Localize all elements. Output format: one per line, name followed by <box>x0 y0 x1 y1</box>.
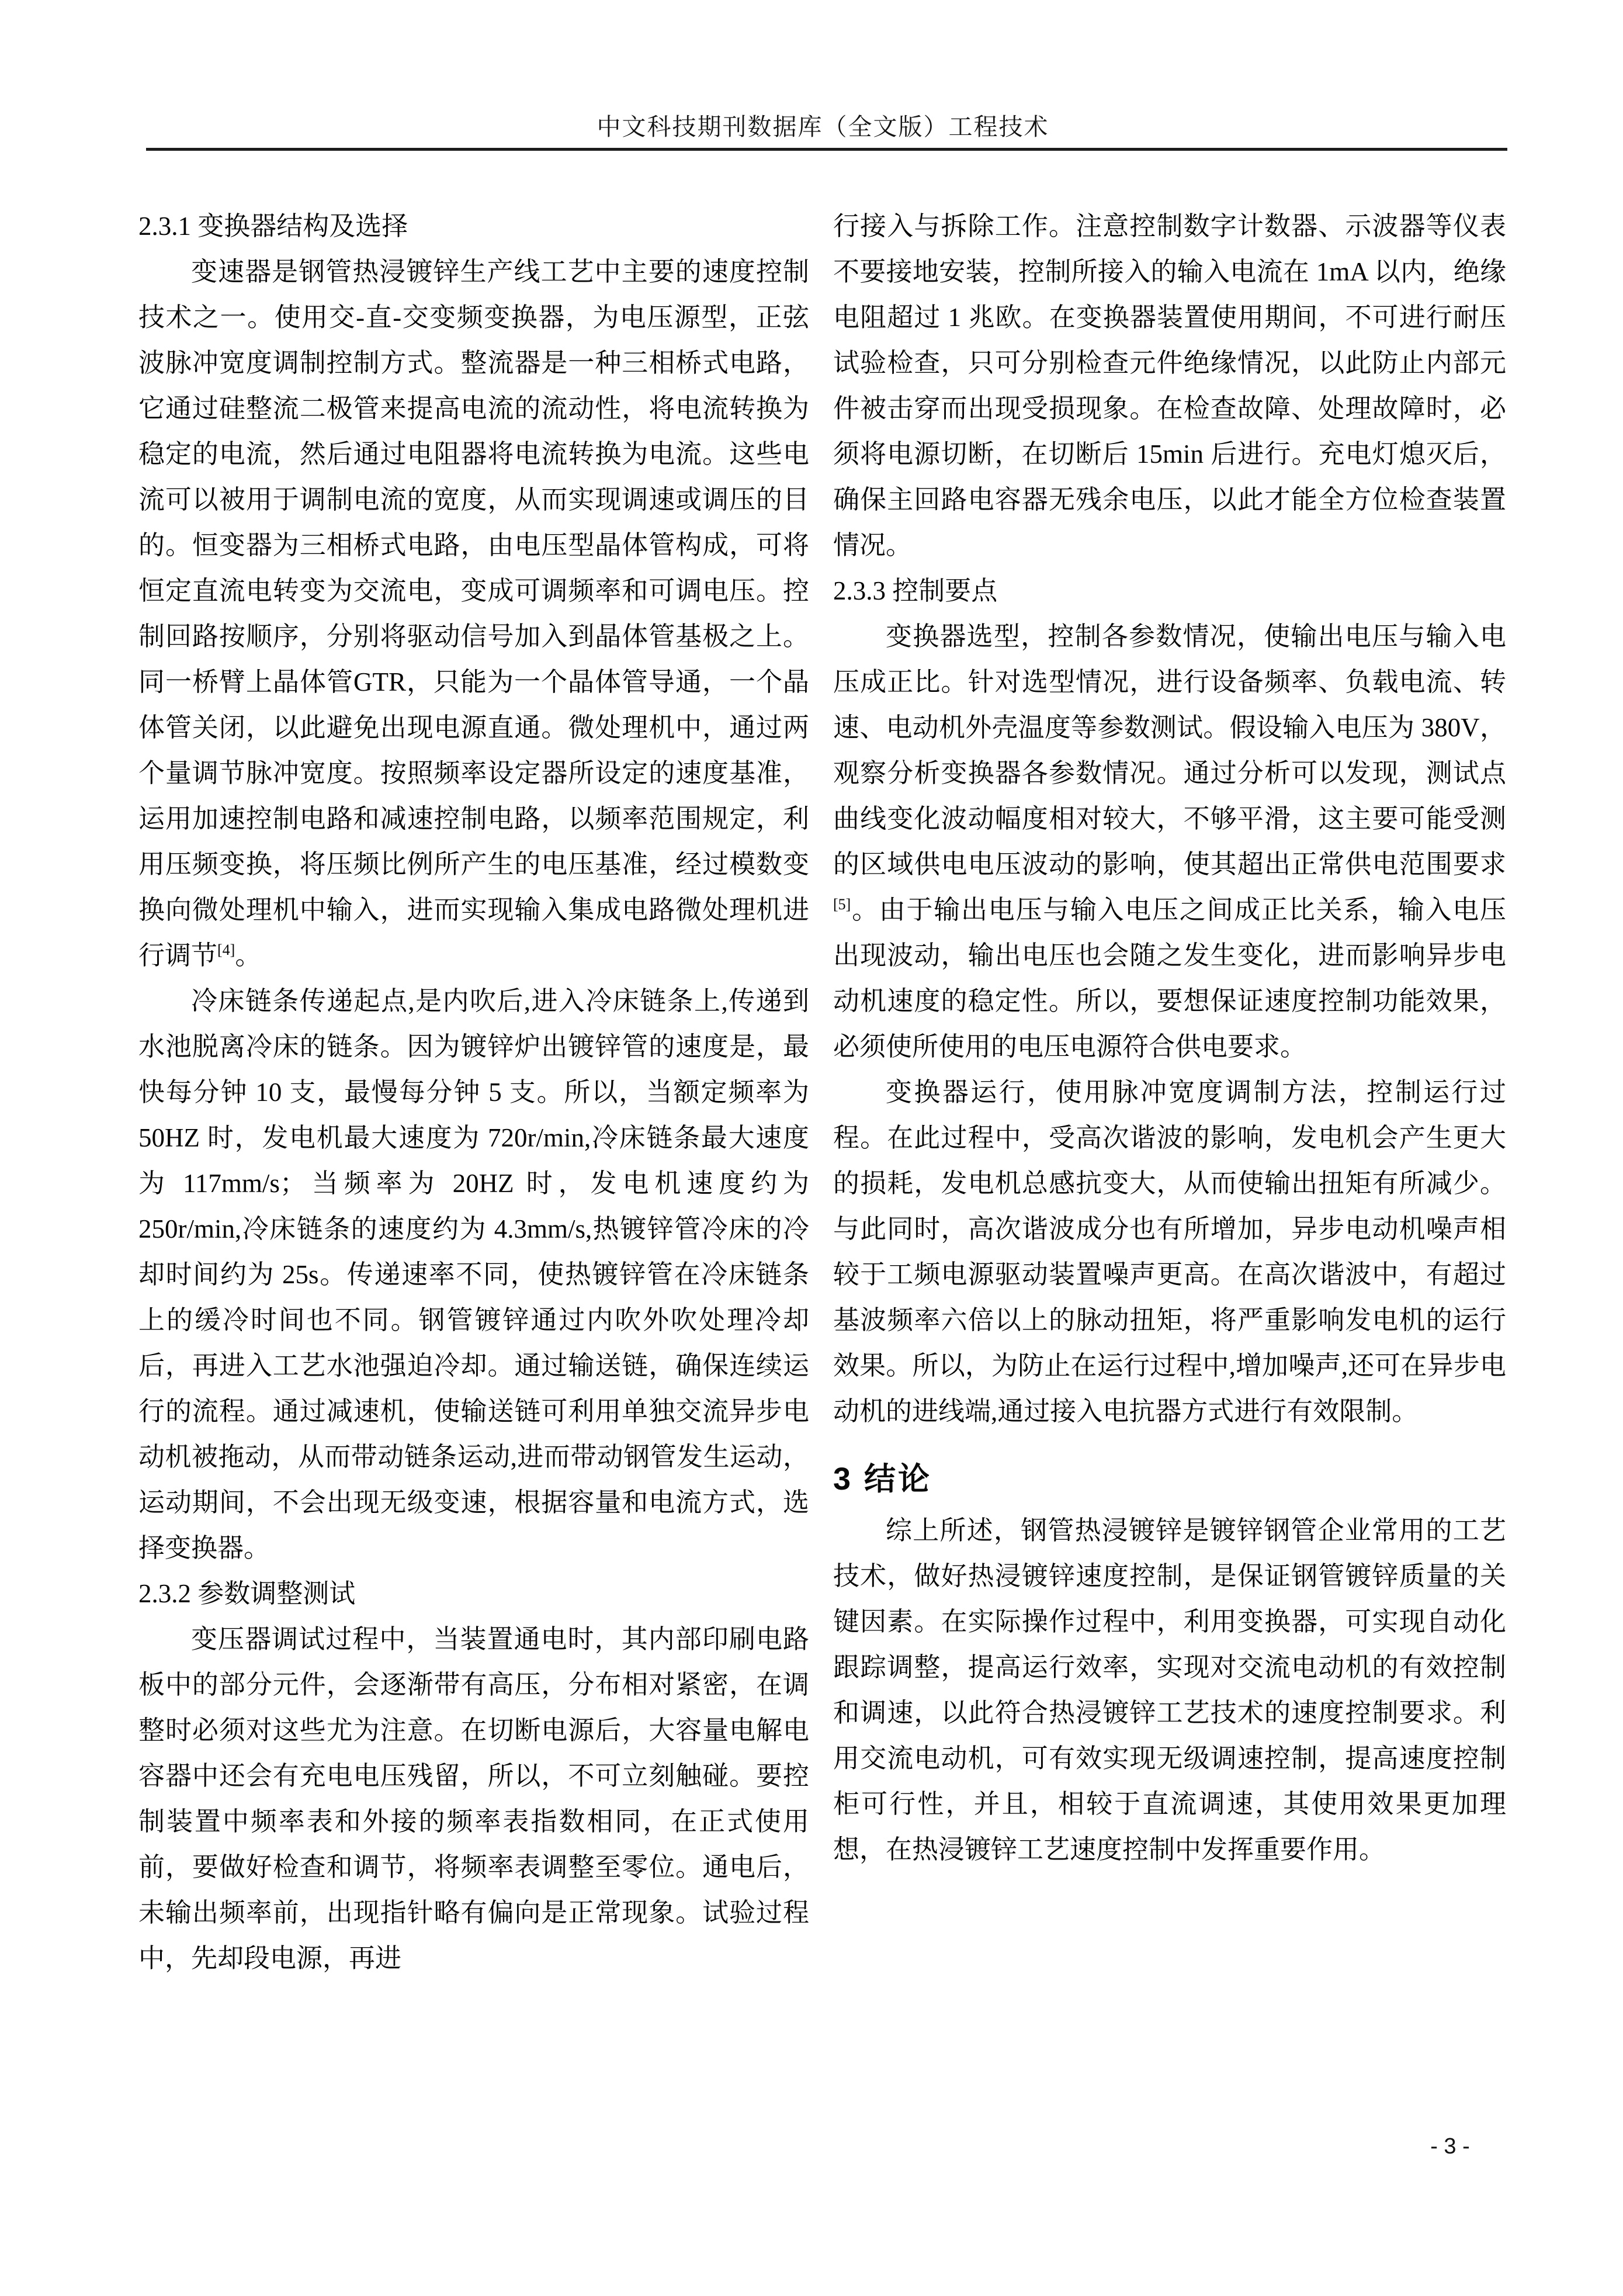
left-column <box>138 203 809 1981</box>
right-column <box>833 203 1506 1872</box>
paragraph-conclusion: 综上所述，钢管热浸镀锌是镀锌钢管企业常用的工艺技术，做好热浸镀锌速度控制，是保证钢管镀锌质量的关键因素。在实际操作过程中，利用变换器，可实现自动化跟踪调整，提高运行效率，实现对交流电动机的有效控制和调速，以此符合热浸镀锌工艺技术的速度控制要求。利用交流电动机，可有效实现无级调速控制，提高速度控制柜可行性，并且，相较于直流调速，其使用效果更加理想，在热浸镀锌工艺速度控制中发挥重要作用。 <box>833 1516 1506 1864</box>
header-divider-rule <box>146 148 1507 151</box>
paragraph-control-points-tail: 。由于输出电压与输入电压之间成正比关系，输入电压出现波动，输出电压也会随之发生变化，进而影响异步电动机速度的稳定性。所以，要想保证速度控制功能效果，必须使所使用的电压电源符合供电要求。 <box>833 895 1506 1061</box>
paragraph-parameter-adjustment: 变压器调试过程中，当装置通电时，其内部印刷电路板中的部分元件，会逐渐带有高压，分布相对紧密，在调整时必须对这些尤为注意。在切断电源后，大容量电解电容器中还会有充电电压残留，所以，不可立刻触碰。要控制装置中频率表和外接的频率表指数相同，在正式使用前，要做好检查和调节，将频率表调整至零位。通电后，未输出频率前，出现指针略有偏向是正常现象。试验过程中，先却段电源，再进 <box>138 1625 809 1973</box>
journal-header-title: 中文科技期刊数据库（全文版）工程技术 <box>597 113 1049 140</box>
citation-ref-4: [4] <box>217 941 235 958</box>
paragraph-converter-structure-tail: 。 <box>235 941 262 970</box>
heading-2-3-2: 2.3.2 参数调整测试 <box>138 1579 356 1608</box>
paragraph-converter-structure-text: 变速器是钢管热浸镀锌生产线工艺中主要的速度控制技术之一。使用交-直-交变频变换器，为电压源型，正弦波脉冲宽度调制控制方式。整流器是一种三相桥式电路，它通过硅整流二极管来提高电流的流动性，将电流转换为稳定的电流，然后通过电阻器将电流转换为电流。这些电流可以被用于调制电流的宽度，从而实现调速或调压的目的。恒变器为三相桥式电路，由电压型晶体管构成，可将恒定直流电转变为交流电，变成可调频率和可调电压。控制回路按顺序，分别将驱动信号加入到晶体管基极之上。同一桥臂上晶体管GTR，只能为一个晶体管导通，一个晶体管关闭，以此避免出现电源直通。微处理机中，通过两个量调节脉冲宽度。按照频率设定器所设定的速度基准，运用加速控制电路和减速控制电路，以频率范围规定，利用压频变换，将压频比例所产生的电压基准，经过模数变换向微处理机中输入，进而实现输入集成电路微处理机进行调节 <box>138 257 809 970</box>
paragraph-parameter-adjustment-continued: 行接入与拆除工作。注意控制数字计数器、示波器等仪表不要接地安装，控制所接入的输入电流在 1mA 以内，绝缘电阻超过 1 兆欧。在变换器装置使用期间，不可进行耐压试验检查，只可分别检查元件绝缘情况，以此防止内部元件被击穿而出现受损现象。在检查故障、处理故障时，必须将电源切断，在切断后 15min 后进行。充电灯熄灭后，确保主回路电容器无残余电压，以此才能全方位检查装置情况。 <box>833 212 1506 560</box>
heading-2-3-1: 2.3.1 变换器结构及选择 <box>138 212 408 241</box>
heading-3-conclusion: 3 结论 <box>833 1462 932 1497</box>
heading-2-3-3: 2.3.3 控制要点 <box>833 576 998 605</box>
paragraph-cooling-bed-chain: 冷床链条传递起点,是内吹后,进入冷床链条上,传递到水池脱离冷床的链条。因为镀锌炉出镀锌管的速度是，最快每分钟 10 支，最慢每分钟 5 支。所以，当额定频率为 50HZ 时，发电机最大速度为 720r/min,冷床链条最大速度为 117mm/s；当频率为 20HZ 时，发电机速度约为 250r/min,冷床链条的速度约为 4.3mm/s,热镀锌管冷床的冷却时间约为 25s。传递速率不同，使热镀锌管在冷床链条上的缓冷时间也不同。钢管镀锌通过内吹外吹处理冷却后，再进入工艺水池强迫冷却。通过输送链，确保连续运行的流程。通过减速机，使输送链可利用单独交流异步电动机被拖动，从而带动链条运动,进而带动钢管发生运动，运动期间，不会出现无级变速，根据容量和电流方式，选择变换器。 <box>138 986 809 1563</box>
paragraph-control-points <box>833 614 1506 1069</box>
citation-ref-5: [5] <box>833 896 851 913</box>
paragraph-control-points-text: 变换器选型，控制各参数情况，使输出电压与输入电压成正比。针对选型情况，进行设备频率、负载电流、转速、电动机外壳温度等参数测试。假设输入电压为 380V，观察分析变换器各参数情况。通过分析可以发现，测试点曲线变化波动幅度相对较大，不够平滑，这主要可能受测的区域供电电压波动的影响，使其超出正常供电范围要求 <box>833 622 1506 879</box>
page-number: - 3 - <box>1430 2134 1470 2159</box>
paragraph-converter-operation: 变换器运行，使用脉冲宽度调制方法，控制运行过程。在此过程中，受高次谐波的影响，发电机会产生更大的损耗，发电机总感抗变大，从而使输出扭矩有所减少。与此同时，高次谐波成分也有所增加，异步电动机噪声相较于工频电源驱动装置噪声更高。在高次谐波中，有超过基波频率六倍以上的脉动扭矩，将严重影响发电机的运行效果。所以，为防止在运行过程中,增加噪声,还可在异步电动机的进线端,通过接入电抗器方式进行有效限制。 <box>833 1078 1506 1426</box>
paragraph-converter-structure <box>138 249 809 978</box>
